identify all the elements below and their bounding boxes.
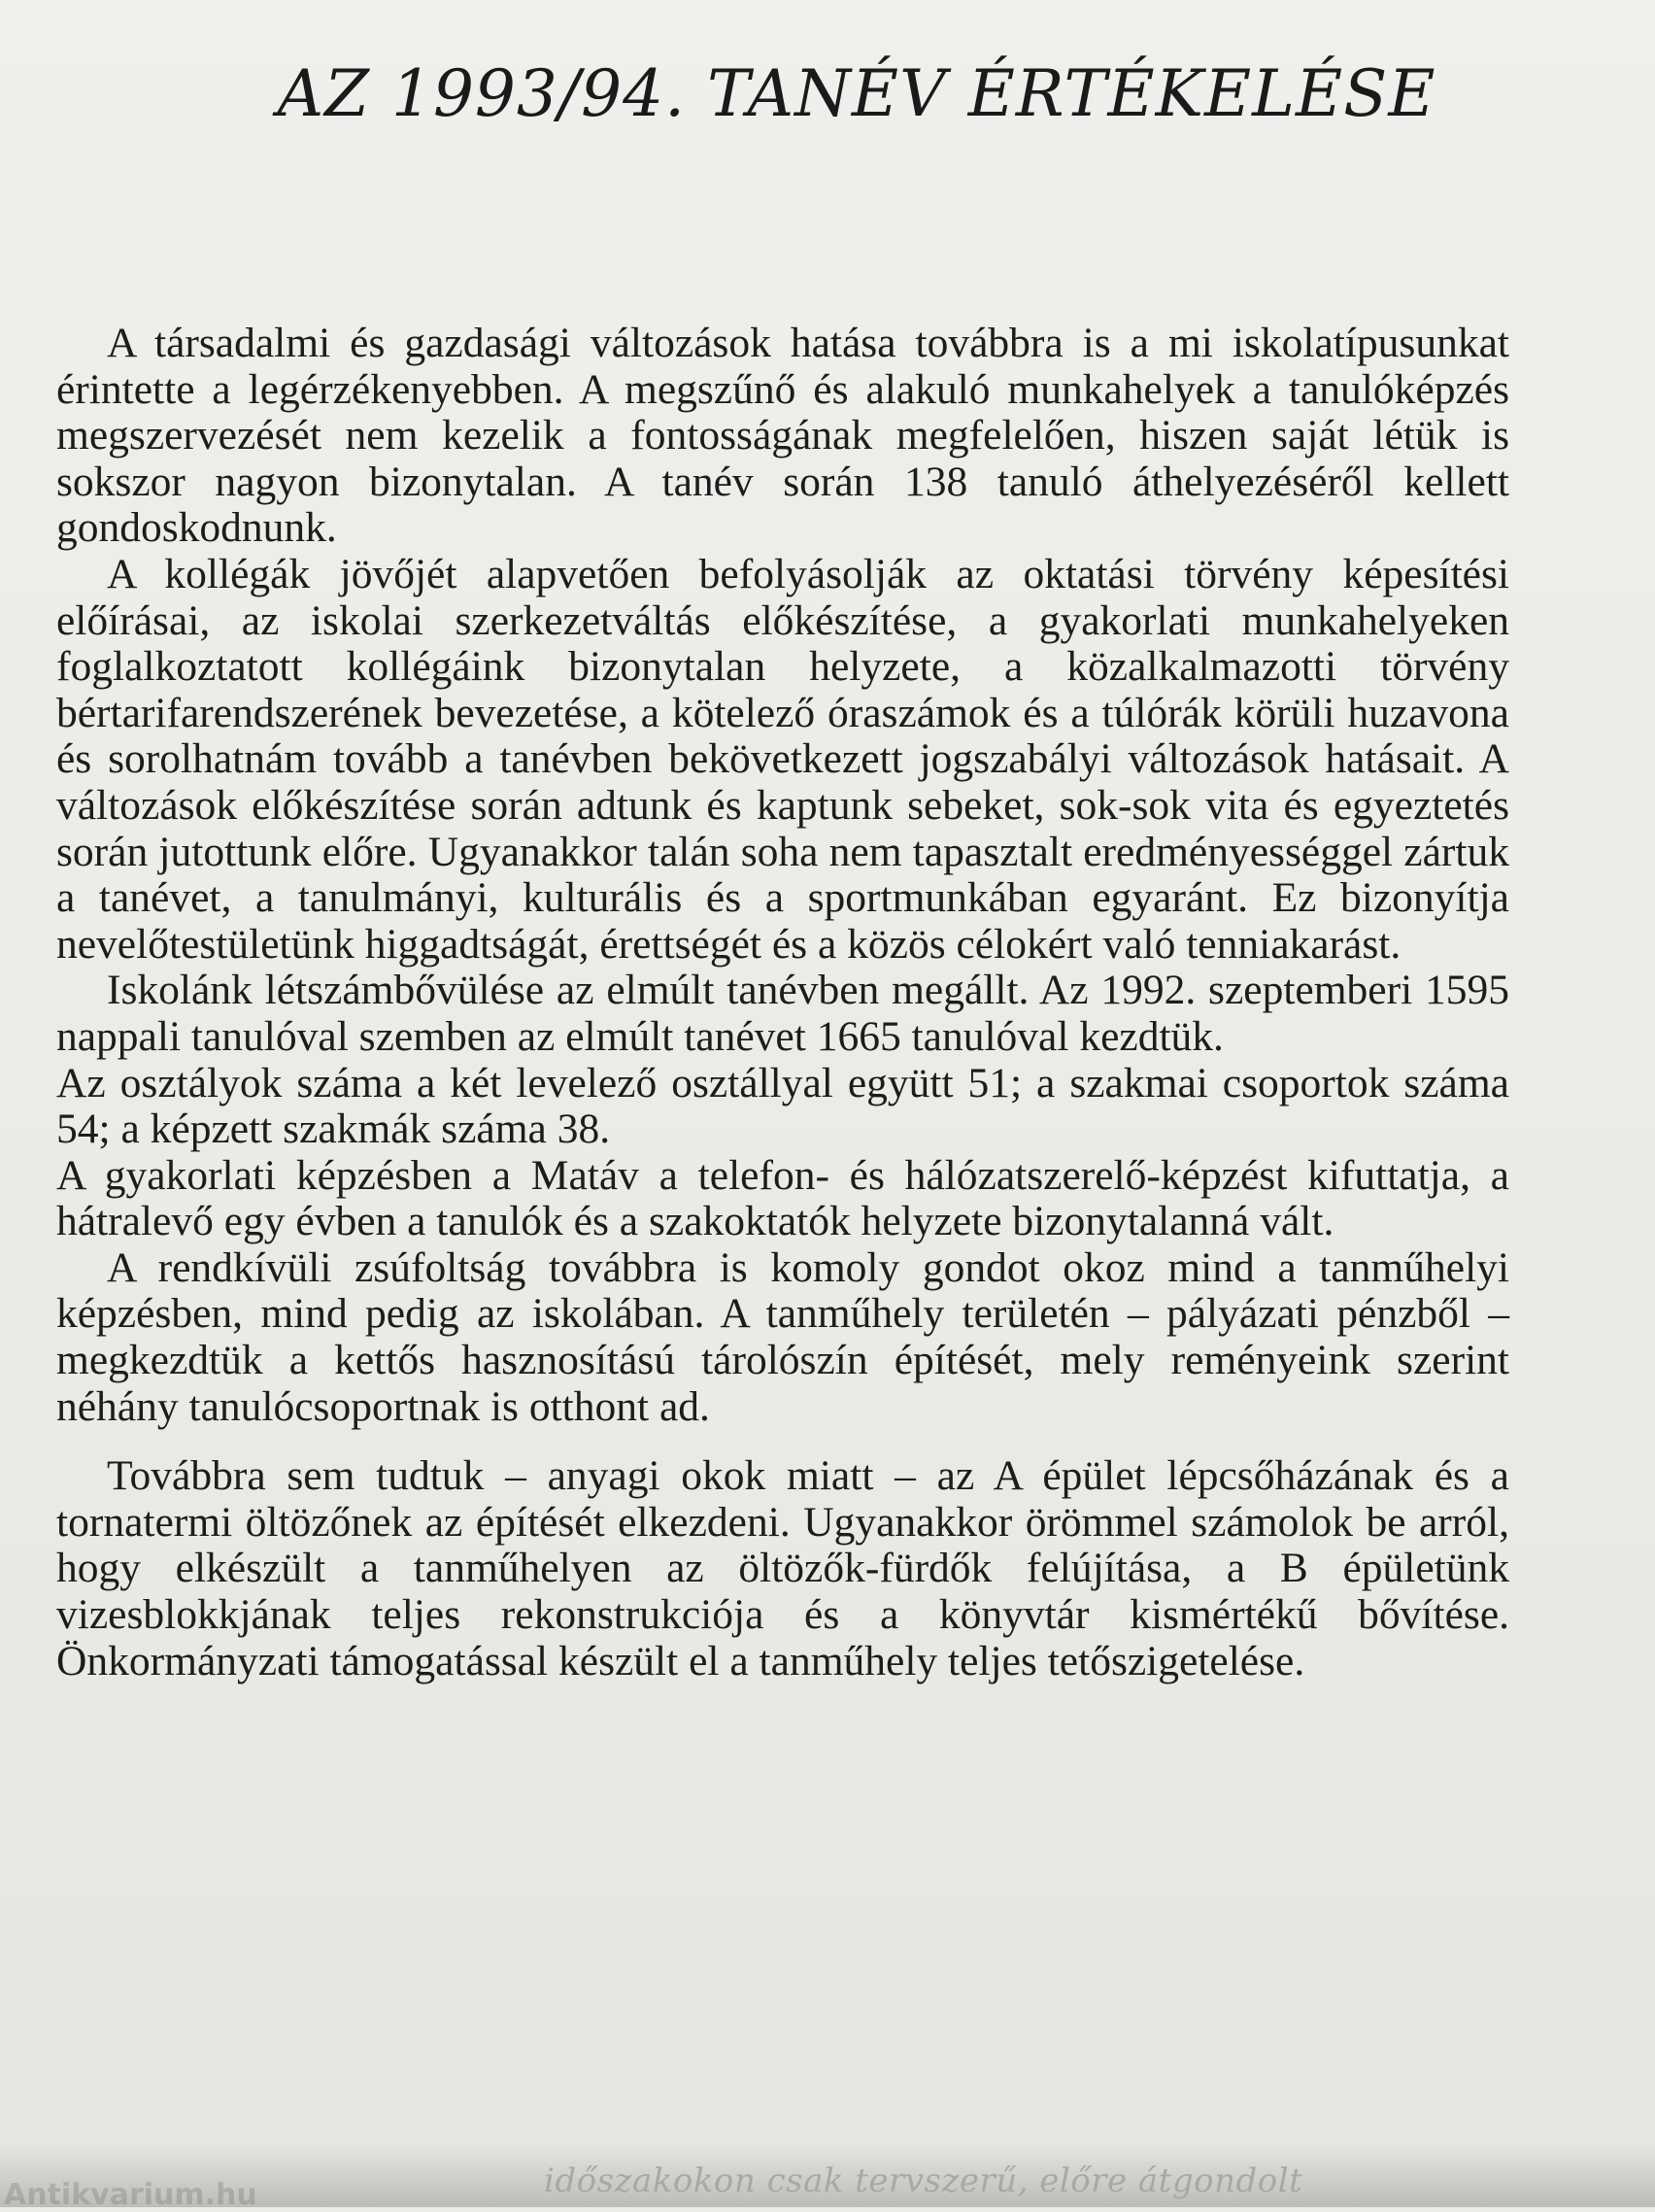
- paragraph-3: Iskolánk létszámbővülése az elmúlt tanévben megállt. Az 1992. szeptemberi 1595 nappali tanulóval szemben az elmúlt tanévet 1665 tanulóval kezdtük.: [56, 967, 1509, 1060]
- paragraph-1: A társadalmi és gazdasági változások hatása továbbra is a mi iskolatípusunkat érintette a legérzékenyebben. A megszűnő és alakuló munkahelyek a tanulóképzés megszervezését nem kezelik a fontosságának megfelelően, hiszen saját létük is sokszor nagyon bizonytalan. A tanév során 138 tanuló áthelyezéséről kellett gondoskodnunk.: [56, 320, 1509, 552]
- paragraph-6: A rendkívüli zsúfoltság továbbra is komoly gondot okoz mind a tanműhelyi képzésben, mind pedig az iskolában. A tanműhely területén – pályázati pénzből – megkezdtük a kettős hasznosítású tárolószín építését, mely reményeink szerint néhány tanulócsoportnak is otthont ad.: [56, 1243, 1509, 1430]
- paragraph-2: A kollégák jövőjét alapvetően befolyásolják az oktatási törvény képesítési előírásai, az iskolai szerkezetváltás előkészítése, a gyakorlati munkahelyeken foglalkoztatott kollégáink bizonytalan helyzete, a közalkalmazotti törvény bértarifarendszerének bevezetése, a kötelező óraszámok és a túlórák körüli huzavona és sorolhatnám tovább a tanévben bekövetkezett jogszabályi változások hatásait. A változások előkészítése során adtunk és kaptunk sebeket, sok-sok vita és egyeztetés során jutottunk előre. Ugyanakkor talán soha nem tapasztalt eredményességgel zártuk a tanévet, a tanulmányi, kulturális és a sportmunkában egyaránt. Ez bizonyítja nevelőtestületünk higgadtságát, érettségét és a közös célokért való tenniakarást.: [56, 550, 1509, 968]
- paragraph-5: A gyakorlati képzésben a Matáv a telefon- és hálózatszerelő-képzést kifuttatja, a hátralevő egy évben a tanulók és a szakoktatók helyzete bizonytalanná vált.: [56, 1151, 1509, 1245]
- watermark-logo: Antikvarium.hu: [4, 2178, 257, 2212]
- page-title: AZ 1993/94. TANÉV ÉRTÉKELÉSE: [277, 56, 1436, 131]
- bleed-through-text: időszakokon csak tervszerű, előre átgondolt: [544, 2161, 1303, 2200]
- paragraph-4: Az osztályok száma a két levelező osztállyal együtt 51; a szakmai csoportok száma 54; a képzett szakmák száma 38.: [56, 1059, 1509, 1153]
- paragraph-7: Továbbra sem tudtuk – anyagi okok miatt – az A épület lépcsőházának és a tornatermi öltözőnek az építését elkezdeni. Ugyanakkor örömmel számolok be arról, hogy elkészült a tanműhelyen az öltözők-fürdők felújítása, a B épületünk vizesblokkjának teljes rekonstrukciója és a könyvtár kismértékű bővítése. Önkormányzati támogatással készült el a tanműhely teljes tetőszigetelése.: [56, 1452, 1509, 1685]
- body-text: [56, 321, 1509, 1685]
